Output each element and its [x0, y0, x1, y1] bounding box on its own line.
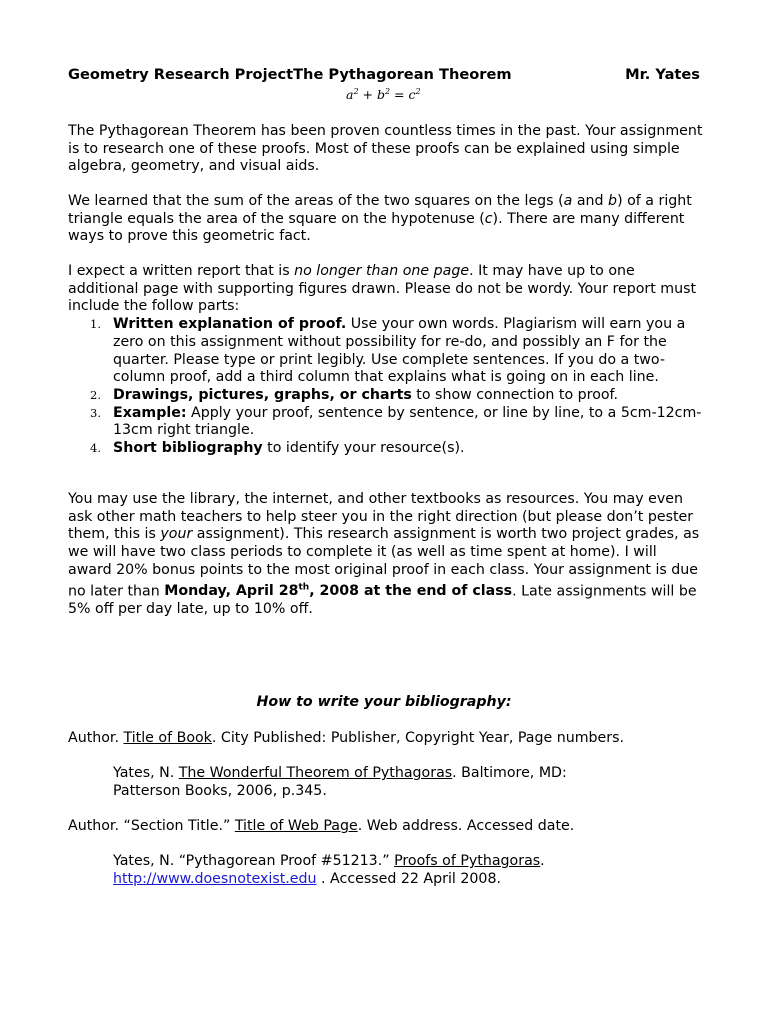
list-item: 1. Written explanation of proof. Use your own words. Plagiarism will earn you a zero on this assignment without possibility for re-do, and possibly an F for the quarter. Please type or print legibly. Use complete sentences. If you do a two-column proof, add a third column that explains what is going on in each line. — [90, 316, 686, 386]
bib-example-web: Yates, N. “Pythagorean Proof #51213.” Proofs of Pythagoras. http://www.doesnotexist.edu . Accessed 22 April 2008. — [113, 853, 545, 887]
list-item: 2. Drawings, pictures, graphs, or charts to show connection to proof. — [90, 386, 619, 403]
bib-example-book: Yates, N. The Wonderful Theorem of Pythagoras. Baltimore, MD: Patterson Books, 2006, p.345. — [113, 765, 567, 799]
intro-paragraph: The Pythagorean Theorem has been proven countless times in the past. Your assignment is to research one of these proofs. Most of these proofs can be explained using simple algebra, geometry, and visual aids. — [68, 123, 703, 175]
due-date: Monday, April 28th, 2008 at the end of class — [164, 582, 513, 600]
bib-format-book: Author. Title of Book. City Published: Publisher, Copyright Year, Page numbers. — [68, 730, 625, 746]
example-web-link[interactable]: http://www.doesnotexist.edu — [113, 870, 317, 887]
resources-paragraph: You may use the library, the internet, and other textbooks as resources. You may even ask other math teachers to help steer you in the right direction (but please don’t pester them, this is your assignment). This research assignment is worth two project grades, as we will have two class periods to complete it (as well as time spent at home). I will award 20% bonus points to the most original proof in each class. Your assignment is due no later than Monday, April 28th, 2008 at the end of class. Late assignments will be 5% off per day late, up to 10% off. — [68, 491, 700, 617]
bibliography-heading: How to write your bibliography: — [256, 694, 512, 710]
header-teacher: Mr. Yates — [625, 66, 700, 83]
header-title: Geometry Research ProjectThe Pythagorean Theorem — [68, 66, 512, 83]
list-item: 3. Example: Apply your proof, sentence by sentence, or line by line, to a 5cm-12cm-13cm right triangle. — [90, 404, 702, 439]
list-item: 4. Short bibliography to identify your resource(s). — [90, 440, 465, 457]
requirements-paragraph: I expect a written report that is no longer than one page. It may have up to one additional page with supporting figures drawn. Please do not be wordy. Your report must include the follow parts: 1. Written explanation of proof. Use your own words. Plagiarism will earn you a zero on this assignment without possibility for re-do, and possibly an F for the quarter. Please type or print legibly. Use complete sentences. If you do a two-column proof, add a third column that explains what is going on in each line. 2. Drawings, pictures, graphs, or charts to show connection to proof. 3. Example: Apply your proof, sentence by sentence, or line by line, to a 5cm-12cm-13cm right triangle. 4. Short bibliography to identify your resource(s). — [68, 263, 704, 458]
theorem-paragraph: We learned that the sum of the areas of the two squares on the legs (a and b) of a right triangle equals the area of the square on the hypotenuse (c). There are many different ways to prove this geometric fact. — [68, 193, 692, 245]
requirements-list — [68, 316, 704, 458]
pythagorean-formula: $a^2 + b^2 = c^2$ — [346, 87, 421, 103]
bib-format-web: Author. “Section Title.” Title of Web Page. Web address. Accessed date. — [68, 818, 575, 834]
